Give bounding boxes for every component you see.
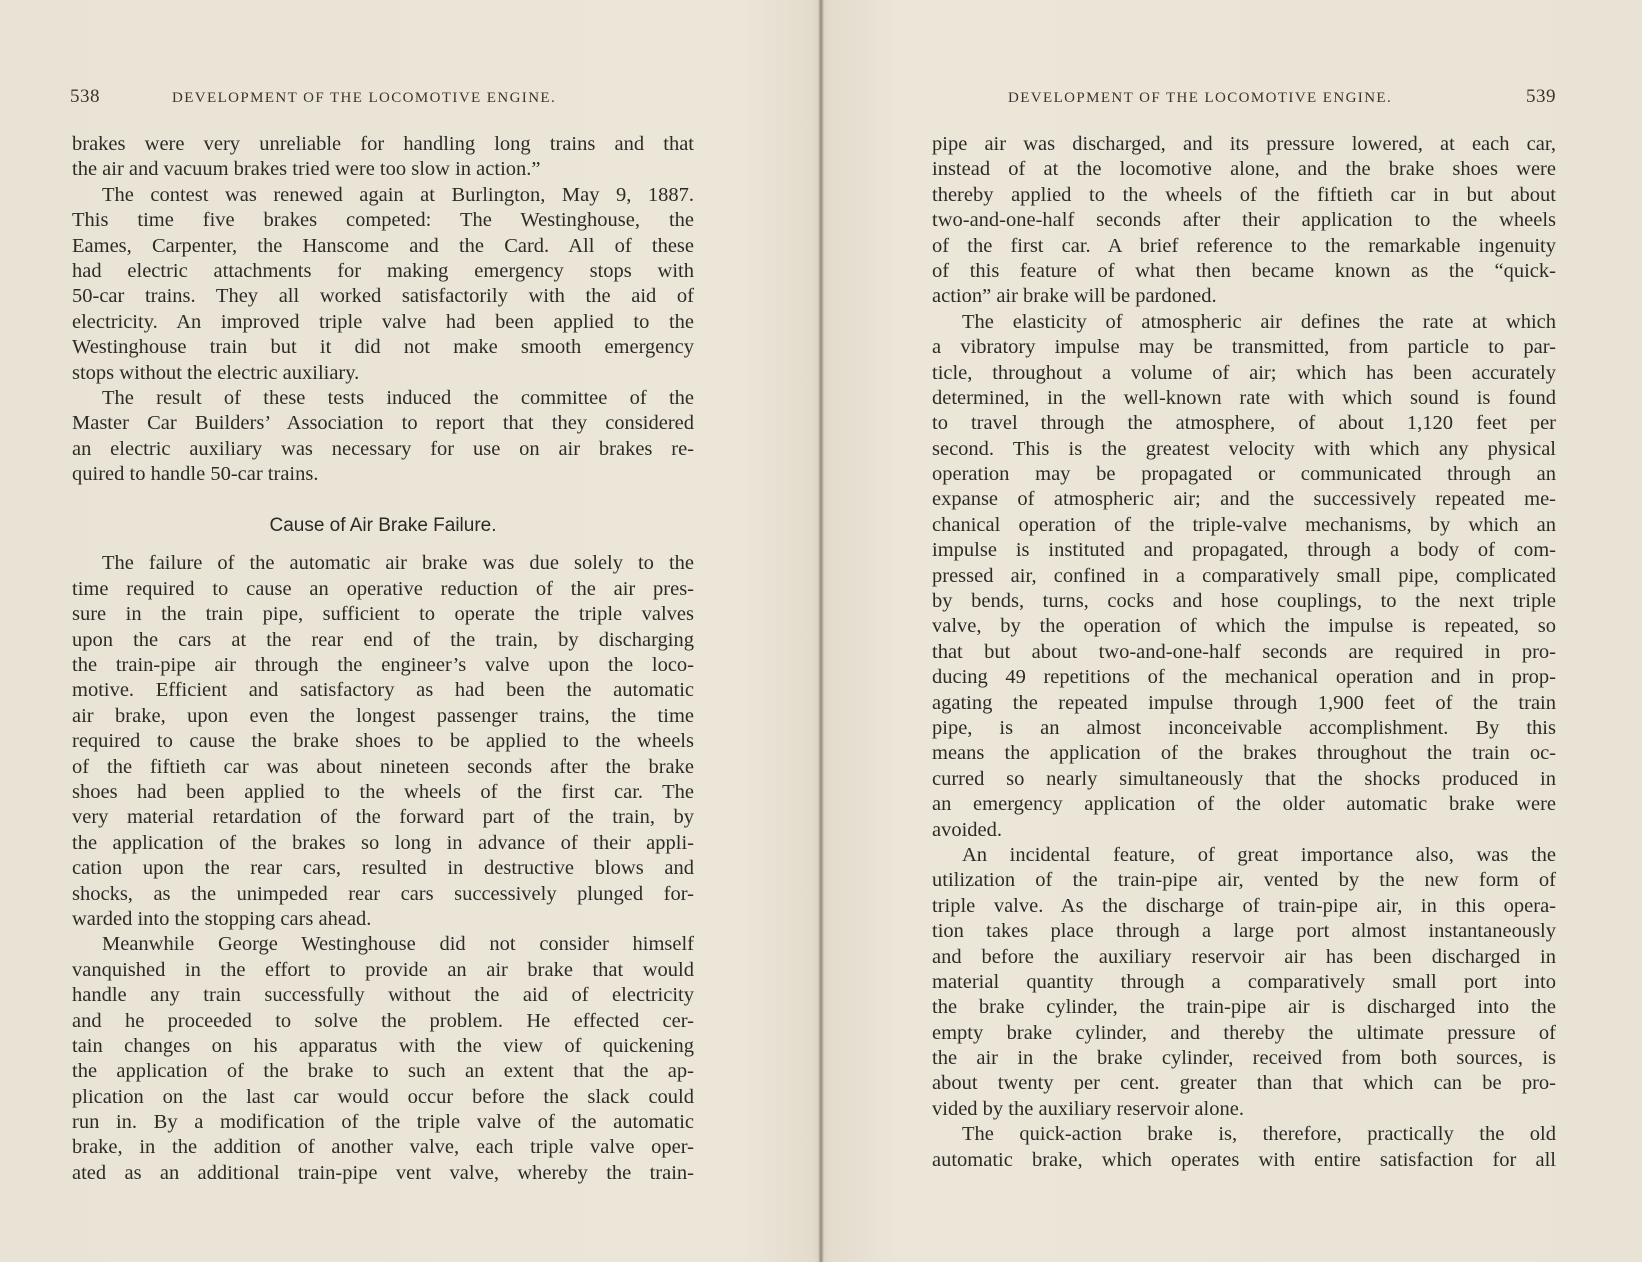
text-line: instead of at the locomotive alone, and the brake shoes were (932, 158, 1556, 181)
text-line: An incidental feature, of great importance also, was the (962, 843, 1556, 866)
right-page-number: 539 (1526, 86, 1556, 107)
text-line: automatic brake, which operates with entire satisfaction for all (932, 1148, 1556, 1171)
text-line: The elasticity of atmospheric air defines the rate at which (962, 310, 1556, 333)
text-line: tion takes place through a large port almost instantaneously (932, 920, 1556, 943)
text-line: The result of these tests induced the committee of the (102, 386, 694, 409)
text-line: the brake cylinder, the train-pipe air is discharged into the (932, 996, 1556, 1019)
text-line: of the fiftieth car was about nineteen seconds after the brake (72, 755, 694, 778)
text-line: Westinghouse train but it did not make smooth emergency (72, 336, 694, 359)
text-line: shocks, as the unimpeded rear cars successively plunged for- (72, 882, 694, 905)
text-line: pressed air, confined in a comparatively small pipe, complicated (932, 564, 1556, 587)
right-running-title: DEVELOPMENT OF THE LOCOMOTIVE ENGINE. (1008, 90, 1393, 106)
text-line: cation upon the rear cars, resulted in destructive blows and (72, 857, 694, 880)
text-line: vanquished in the effort to provide an air brake that would (72, 958, 694, 981)
text-line: air brake, upon even the longest passenger trains, the time (72, 704, 694, 727)
text-line: of this feature of what then became known as the “quick- (932, 259, 1556, 282)
text-line: and he proceeded to solve the problem. He effected cer- (72, 1009, 694, 1032)
text-line: curred so nearly simultaneously that the shocks produced in (932, 767, 1556, 790)
text-line: to travel through the atmosphere, of about 1,120 feet per (932, 412, 1556, 435)
text-line: expanse of atmospheric air; and the successively repeated me- (932, 488, 1556, 511)
text-line: sure in the train pipe, sufficient to operate the triple valves (72, 603, 694, 626)
text-line: the air and vacuum brakes tried were too slow in action.” (72, 158, 541, 181)
text-line: second. This is the greatest velocity with which any physical (932, 437, 1556, 460)
text-line: determined, in the well-known rate with which sound is found (932, 386, 1556, 409)
text-line: that but about two-and-one-half seconds are required in pro- (932, 640, 1556, 663)
text-line: action” air brake will be pardoned. (932, 285, 1217, 308)
text-line: Meanwhile George Westinghouse did not consider himself (102, 933, 694, 956)
text-line: electricity. An improved triple valve had been applied to the (72, 310, 694, 333)
text-line: The failure of the automatic air brake was due solely to the (102, 552, 694, 575)
text-line: brake, in the addition of another valve, each triple valve oper- (72, 1136, 694, 1159)
text-line: upon the cars at the rear end of the train, by discharging (72, 628, 694, 651)
left-page-number: 538 (70, 86, 100, 107)
text-line: pipe, is an almost inconceivable accomplishment. By this (932, 716, 1556, 739)
right-body-text (932, 132, 1556, 1173)
text-line: brakes were very unreliable for handling long trains and that (72, 133, 694, 155)
text-line: means the application of the brakes throughout the train oc- (932, 742, 1556, 765)
text-line: chanical operation of the triple-valve mechanisms, by which an (932, 513, 1556, 536)
text-line: plication on the last car would occur before the slack could (72, 1085, 694, 1108)
text-line: The quick-action brake is, therefore, practically the old (962, 1123, 1556, 1146)
text-line: ticle, throughout a volume of air; which has been accurately (932, 361, 1556, 384)
text-line: thereby applied to the wheels of the fiftieth car in but about (932, 183, 1556, 206)
left-page (0, 0, 818, 1262)
text-line: avoided. (932, 818, 1003, 841)
text-line: This time five brakes competed: The Westinghouse, the (72, 209, 694, 232)
text-line: agating the repeated impulse through 1,900 feet of the train (932, 691, 1556, 714)
text-line: and before the auxiliary reservoir air has been discharged in (932, 945, 1556, 968)
text-line: shoes had been applied to the wheels of the first car. The (72, 780, 694, 803)
text-line: valve, by the operation of which the impulse is repeated, so (932, 615, 1556, 638)
text-line: material quantity through a comparatively small port into (932, 970, 1556, 993)
text-line: very material retardation of the forward part of the train, by (72, 806, 694, 829)
left-running-title: DEVELOPMENT OF THE LOCOMOTIVE ENGINE. (172, 90, 557, 106)
text-line: motive. Efficient and satisfactory as had been the automatic (72, 679, 694, 702)
text-line: pipe air was discharged, and its pressure lowered, at each car, (932, 133, 1556, 155)
text-line: impulse is instituted and propagated, through a body of com- (932, 539, 1556, 562)
text-line: ated as an additional train-pipe vent valve, whereby the train- (72, 1161, 694, 1184)
text-line: by bends, turns, cocks and hose couplings, to the next triple (932, 590, 1556, 613)
text-line: ducing 49 repetitions of the mechanical operation and in prop- (932, 666, 1556, 689)
text-line: tain changes on his apparatus with the view of quickening (72, 1034, 694, 1057)
text-line: quired to handle 50-car trains. (72, 463, 319, 486)
text-line: required to cause the brake shoes to be applied to the wheels (72, 730, 694, 753)
text-line: an electric auxiliary was necessary for use on air brakes re- (72, 437, 694, 460)
text-line: warded into the stopping cars ahead. (72, 907, 372, 930)
text-line: utilization of the train-pipe air, vented by the new form of (932, 869, 1556, 892)
text-line: the air in the brake cylinder, received from both sources, is (932, 1047, 1556, 1070)
text-line: stops without the electric auxiliary. (72, 361, 360, 384)
text-line: vided by the auxiliary reservoir alone. (932, 1097, 1244, 1120)
text-line: the train-pipe air through the engineer’s valve upon the loco- (72, 654, 694, 677)
text-line: empty brake cylinder, and thereby the ultimate pressure of (932, 1021, 1556, 1044)
text-line: handle any train successfully without the aid of electricity (72, 984, 694, 1007)
text-line: The contest was renewed again at Burlington, May 9, 1887. (102, 183, 694, 206)
text-line: Master Car Builders’ Association to report that they considered (72, 412, 694, 435)
text-line: the application of the brake to such an extent that the ap- (72, 1060, 694, 1083)
left-body-text (72, 132, 694, 1186)
section-heading: Cause of Air Brake Failure. (269, 515, 497, 537)
text-line: operation may be propagated or communicated through an (932, 463, 1556, 486)
text-line: triple valve. As the discharge of train-pipe air, in this opera- (932, 894, 1556, 917)
text-line: an emergency application of the older automatic brake were (932, 793, 1556, 816)
text-line: two-and-one-half seconds after their application to the wheels (932, 209, 1556, 232)
text-line: had electric attachments for making emergency stops with (72, 259, 694, 282)
text-line: 50-car trains. They all worked satisfactorily with the aid of (72, 285, 694, 308)
left-running-head (70, 88, 695, 116)
text-line: about twenty per cent. greater than that which can be pro- (932, 1072, 1556, 1095)
text-line: run in. By a modification of the triple valve of the automatic (72, 1111, 694, 1134)
text-line: the application of the brakes so long in advance of their appli- (72, 831, 694, 854)
right-page (824, 0, 1642, 1262)
text-line: time required to cause an operative reduction of the air pres- (72, 577, 694, 600)
right-running-head (932, 88, 1556, 116)
text-line: Eames, Carpenter, the Hanscome and the Card. All of these (72, 234, 694, 257)
text-line: of the first car. A brief reference to the remarkable ingenuity (932, 234, 1556, 257)
text-line: a vibratory impulse may be transmitted, from particle to par- (932, 336, 1556, 359)
